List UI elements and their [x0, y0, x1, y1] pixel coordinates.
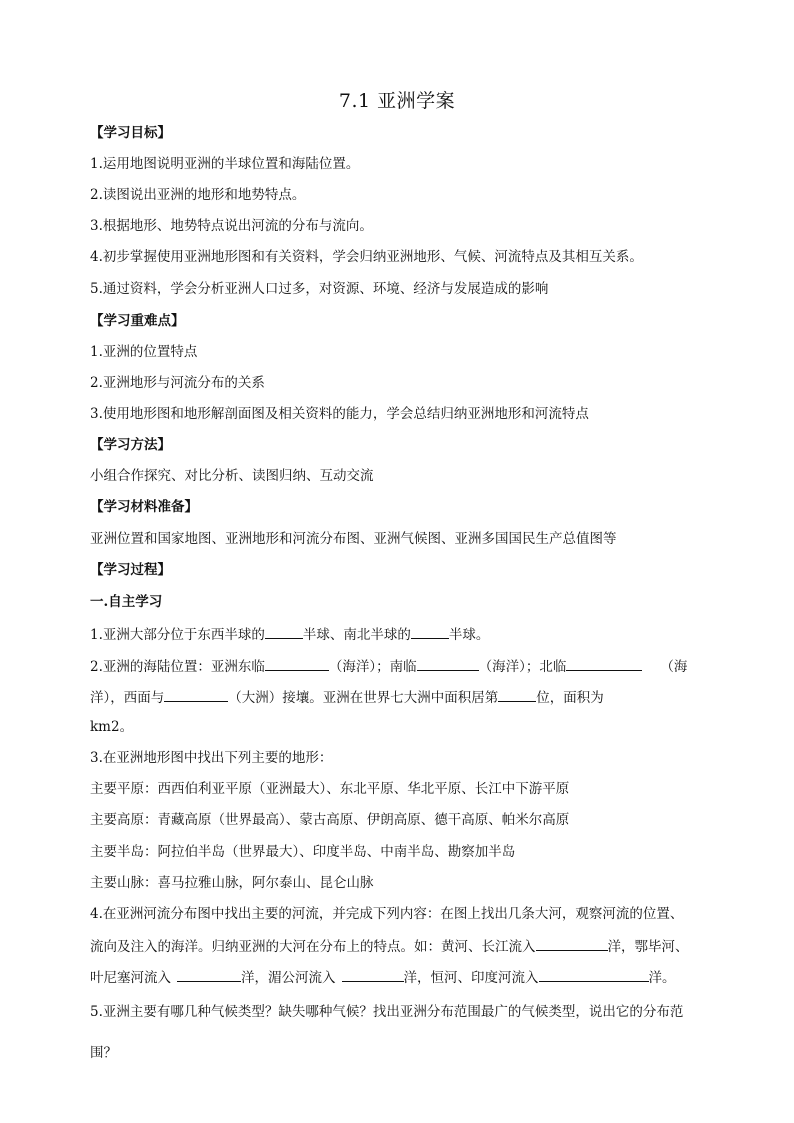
question-2-line-2: 洋），西面与 （大洲）接壤。亚洲在世界七大洲中面积居第 位，面积为	[90, 687, 604, 707]
plains-text: 主要平原：西西伯利亚平原（亚洲最大）、东北平原、华北平原、长江中下游平原	[90, 781, 570, 797]
key-item: 3.使用地形图和地形解剖面图及相关资料的能力，学会总结归纳亚洲地形和河流特点	[90, 406, 589, 422]
key-item: 2.亚洲地形与河流分布的关系	[90, 375, 265, 391]
question-4-line-2: 流向及注入的海洋。归纳亚洲的大河在分布上的特点。如：黄河、长江流入 洋，鄂毕河、	[90, 936, 689, 956]
answer-blank[interactable]	[411, 624, 449, 639]
question-3-intro: 3.在亚洲地形图中找出下列主要的地形：	[90, 750, 333, 766]
page-title: 7.1 亚洲学案	[338, 90, 456, 112]
question-1: 1.亚洲大部分位于东西半球的 半球、南北半球的 半球。	[90, 624, 489, 644]
answer-blank[interactable]	[265, 656, 329, 671]
process-header: 【学习过程】	[90, 562, 171, 578]
question-5-line-2: 围？	[90, 1045, 117, 1061]
question-5-line-1: 5.亚洲主要有哪几种气候类型？缺失哪种气候？找出亚洲分布范围最广的气候类型，说出它的分布范	[90, 1004, 684, 1020]
plateaus-text: 主要高原：青藏高原（世界最高）、蒙古高原、伊朗高原、德干高原、帕米尔高原	[90, 812, 570, 828]
question-2-line-1: 2.亚洲的海陆位置：亚洲东临 （海洋）；南临 （海洋）；北临 （海	[90, 656, 687, 676]
method-text: 小组合作探究、对比分析、读图归纳、互动交流	[90, 468, 374, 484]
answer-blank[interactable]	[177, 967, 241, 982]
goal-item: 5.通过资料，学会分析亚洲人口过多，对资源、环境、经济与发展造成的影响	[90, 281, 549, 297]
method-header: 【学习方法】	[90, 437, 171, 453]
self-study-heading: 一.自主学习	[90, 594, 163, 610]
goal-item: 3.根据地形、地势特点说出河流的分布与流向。	[90, 218, 373, 234]
answer-blank[interactable]	[539, 967, 649, 982]
goals-header: 【学习目标】	[90, 125, 171, 141]
answer-blank[interactable]	[536, 936, 608, 951]
question-2-line-3: km2。	[90, 719, 134, 735]
answer-blank[interactable]	[164, 687, 228, 702]
key-header: 【学习重难点】	[90, 313, 185, 329]
mountains-text: 主要山脉：喜马拉雅山脉，阿尔泰山、昆仑山脉	[90, 875, 374, 891]
goal-item: 1.运用地图说明亚洲的半球位置和海陆位置。	[90, 156, 360, 172]
answer-blank[interactable]	[498, 687, 536, 702]
answer-blank[interactable]	[566, 656, 642, 671]
answer-blank[interactable]	[342, 967, 404, 982]
material-text: 亚洲位置和国家地图、亚洲地形和河流分布图、亚洲气候图、亚洲多国国民生产总值图等	[90, 531, 617, 547]
question-4-line-1: 4.在亚洲河流分布图中找出主要的河流，并完成下列内容：在图上找出几条大河，观察河流的位置、	[90, 906, 684, 922]
material-header: 【学习材料准备】	[90, 499, 198, 515]
goal-item: 4.初步掌握使用亚洲地形图和有关资料，学会归纳亚洲地形、气候、河流特点及其相互关系。	[90, 249, 643, 265]
answer-blank[interactable]	[265, 624, 303, 639]
goal-item: 2.读图说出亚洲的地形和地势特点。	[90, 187, 306, 203]
key-item: 1.亚洲的位置特点	[90, 344, 198, 360]
answer-blank[interactable]	[417, 656, 479, 671]
question-4-line-3: 叶尼塞河流入 洋，湄公河流入 洋，恒河、印度河流入 洋。	[90, 967, 676, 987]
peninsulas-text: 主要半岛：阿拉伯半岛（世界最大）、印度半岛、中南半岛、勘察加半岛	[90, 844, 516, 860]
